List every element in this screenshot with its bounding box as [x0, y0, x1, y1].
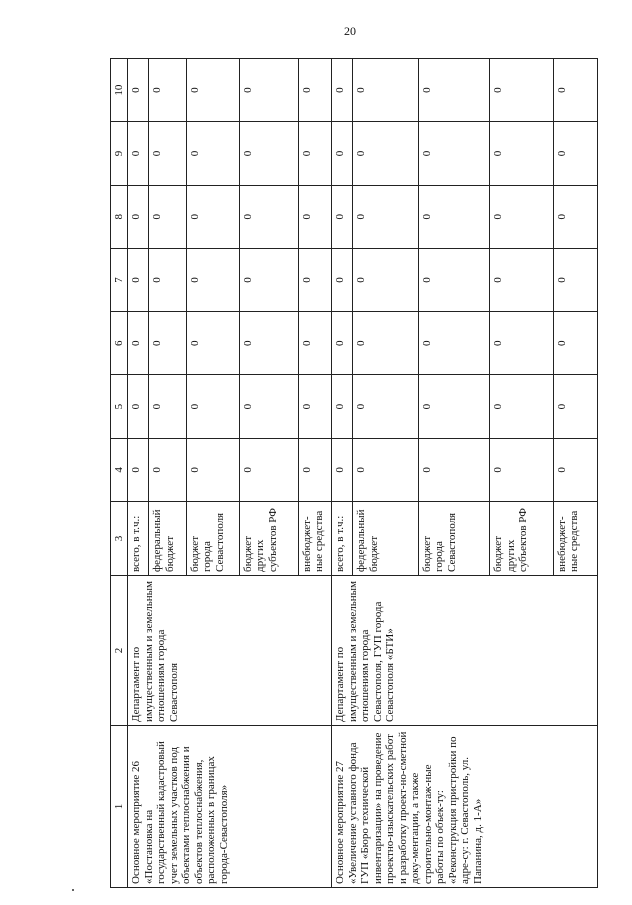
value-cell: 0 — [128, 185, 149, 248]
col-header-5: 5 — [111, 375, 128, 438]
value-cell: 0 — [553, 122, 597, 185]
value-cell: 0 — [418, 312, 490, 375]
funding-source-cell: бюджет других субъектов РФ — [239, 502, 298, 576]
value-cell: 0 — [298, 438, 332, 501]
value-cell: 0 — [553, 375, 597, 438]
value-cell: 0 — [418, 59, 490, 122]
value-cell: 0 — [332, 248, 353, 311]
table-body — [128, 59, 598, 888]
measure-cell: Основное мероприятие 26 «Постановка на государственный кадастровый учет земельных участков под объектами теплоснабжения и объектов теплоснабжения, расположенных в границах города-Севастополя» — [128, 726, 332, 888]
funding-source-cell: внебюджет-ные средства — [298, 502, 332, 576]
col-header-9: 9 — [111, 122, 128, 185]
value-cell: 0 — [332, 122, 353, 185]
value-cell: 0 — [186, 122, 239, 185]
value-cell: 0 — [298, 312, 332, 375]
value-cell: 0 — [128, 312, 149, 375]
value-cell: 0 — [149, 122, 187, 185]
value-cell: 0 — [239, 312, 298, 375]
value-cell: 0 — [298, 122, 332, 185]
table-row — [128, 59, 149, 888]
value-cell: 0 — [149, 375, 187, 438]
value-cell: 0 — [239, 438, 298, 501]
value-cell: 0 — [239, 59, 298, 122]
value-cell: 0 — [298, 185, 332, 248]
value-cell: 0 — [353, 312, 418, 375]
value-cell: 0 — [239, 185, 298, 248]
value-cell: 0 — [353, 185, 418, 248]
value-cell: 0 — [128, 122, 149, 185]
value-cell: 0 — [239, 248, 298, 311]
value-cell: 0 — [332, 185, 353, 248]
value-cell: 0 — [553, 248, 597, 311]
value-cell: 0 — [490, 312, 553, 375]
value-cell: 0 — [553, 312, 597, 375]
value-cell: 0 — [490, 59, 553, 122]
value-cell: 0 — [239, 122, 298, 185]
funding-source-cell: федеральный бюджет — [353, 502, 418, 576]
measure-cell: Основное мероприятие 27 «Увеличение уставного фонда ГУП «Бюро технической инвентаризации» на проведение проектно-изыскательских работ и разработку проект-но-сметной доку-ментации, а также строительно-монтаж-ные работы по объек-ту: «Реконструкция пристройки по адре-су: г. Севастополь, ул. Папанина, д. 1-А» — [332, 726, 598, 888]
value-cell: 0 — [186, 59, 239, 122]
value-cell: 0 — [149, 248, 187, 311]
value-cell: 0 — [353, 59, 418, 122]
value-cell: 0 — [353, 122, 418, 185]
value-cell: 0 — [298, 59, 332, 122]
col-header-8: 8 — [111, 185, 128, 248]
value-cell: 0 — [418, 185, 490, 248]
col-header-10: 10 — [111, 59, 128, 122]
stray-dot — [72, 889, 74, 891]
table-row — [332, 59, 353, 888]
col-header-3: 3 — [111, 502, 128, 576]
value-cell: 0 — [553, 438, 597, 501]
value-cell: 0 — [353, 248, 418, 311]
value-cell: 0 — [149, 59, 187, 122]
value-cell: 0 — [553, 185, 597, 248]
page-number: 20 — [344, 24, 356, 38]
col-header-1: 1 — [111, 726, 128, 888]
value-cell: 0 — [128, 59, 149, 122]
value-cell: 0 — [490, 375, 553, 438]
value-cell: 0 — [490, 122, 553, 185]
col-header-4: 4 — [111, 438, 128, 501]
col-header-6: 6 — [111, 312, 128, 375]
funding-source-cell: всего, в т.ч.: — [332, 502, 353, 576]
rotated-table-container — [110, 58, 598, 888]
budget-table — [110, 58, 598, 888]
value-cell: 0 — [332, 59, 353, 122]
funding-source-cell: бюджет города Севастополя — [186, 502, 239, 576]
value-cell: 0 — [298, 375, 332, 438]
executor-cell: Департамент по имущественным и земельным отношениям города Севастополя, ГУП города Севастополя «БТИ» — [332, 576, 598, 726]
value-cell: 0 — [128, 375, 149, 438]
value-cell: 0 — [186, 438, 239, 501]
col-header-2: 2 — [111, 576, 128, 726]
value-cell: 0 — [128, 248, 149, 311]
value-cell: 0 — [490, 185, 553, 248]
value-cell: 0 — [186, 375, 239, 438]
value-cell: 0 — [418, 122, 490, 185]
funding-source-cell: бюджет города Севастополя — [418, 502, 490, 576]
value-cell: 0 — [149, 438, 187, 501]
value-cell: 0 — [186, 312, 239, 375]
value-cell: 0 — [186, 248, 239, 311]
value-cell: 0 — [149, 312, 187, 375]
value-cell: 0 — [332, 312, 353, 375]
value-cell: 0 — [128, 438, 149, 501]
funding-source-cell: внебюджет-ные средства — [553, 502, 597, 576]
value-cell: 0 — [332, 375, 353, 438]
funding-source-cell: федеральный бюджет — [149, 502, 187, 576]
value-cell: 0 — [418, 375, 490, 438]
value-cell: 0 — [418, 248, 490, 311]
value-cell: 0 — [332, 438, 353, 501]
funding-source-cell: всего, в т.ч.: — [128, 502, 149, 576]
value-cell: 0 — [353, 375, 418, 438]
value-cell: 0 — [418, 438, 490, 501]
value-cell: 0 — [490, 438, 553, 501]
header-row — [111, 59, 128, 888]
value-cell: 0 — [186, 185, 239, 248]
value-cell: 0 — [239, 375, 298, 438]
executor-cell: Департамент по имущественным и земельным отношениям города Севастополя — [128, 576, 332, 726]
col-header-7: 7 — [111, 248, 128, 311]
value-cell: 0 — [149, 185, 187, 248]
value-cell: 0 — [490, 248, 553, 311]
value-cell: 0 — [353, 438, 418, 501]
value-cell: 0 — [553, 59, 597, 122]
funding-source-cell: бюджет других субъектов РФ — [490, 502, 553, 576]
value-cell: 0 — [298, 248, 332, 311]
